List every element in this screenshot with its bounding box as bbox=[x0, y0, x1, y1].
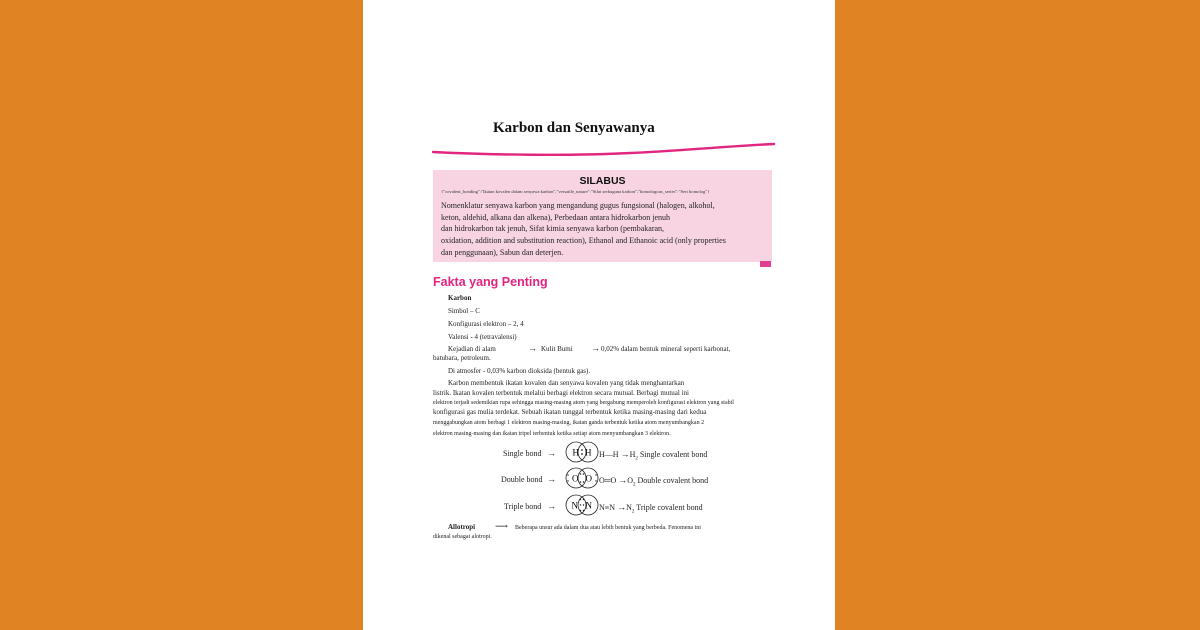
arrow-icon: → bbox=[547, 474, 556, 484]
paragraph-line: elektron masing-masing dan ikatan tripel terbentuk ketika setiap atom menyumbangkan 3 elektron. bbox=[433, 431, 671, 437]
formula-text: N≡N bbox=[599, 503, 616, 512]
syllabus-line: Nomenklatur senyawa karbon yang mengandung gugus fungsional (halogen, alkohol, bbox=[441, 201, 715, 210]
double-bond-formula bbox=[599, 475, 708, 488]
paragraph-line: elektron terjadi sedemikian rupa sehingga masing-masing atom yang bergabung memperoleh konfigurasi elektron yang stabil bbox=[433, 400, 734, 406]
syllabus-text bbox=[441, 200, 761, 259]
syllabus-line: dan penggunaan), Sabun dan deterjen. bbox=[441, 247, 564, 257]
syllabus-heading: SILABUS bbox=[579, 175, 626, 187]
pink-marker bbox=[760, 261, 771, 267]
atom-symbol: H bbox=[585, 447, 592, 458]
arrow-icon: → bbox=[617, 502, 627, 512]
syllabus-line: oxidation, addition and substitution reaction), Ethanol and Ethanoic acid (only properties bbox=[441, 236, 726, 246]
syllabus-line: keton, aldehid, alkana dan alkena), Perbedaan antara hidrokarbon jenuh bbox=[441, 212, 671, 222]
valensi-line: Valensi - 4 (tetravalensi) bbox=[448, 333, 517, 341]
mineral-text: 0,02% dalam bentuk mineral seperti karbonat, bbox=[601, 345, 731, 353]
arrow-icon: → bbox=[591, 343, 600, 353]
single-bond-label: Single bond bbox=[503, 449, 542, 458]
paragraph-line: Karbon membentuk ikatan kovalen dan senyawa kovalen yang tidak menghantarkan bbox=[448, 379, 685, 387]
triple-bond-label: Triple bond bbox=[504, 502, 542, 511]
arrow-icon: → bbox=[618, 475, 628, 485]
allotropi-label: Allotropi bbox=[448, 523, 476, 531]
arrow-icon: → bbox=[547, 501, 556, 511]
triple-bond-diagram bbox=[562, 493, 602, 517]
product-subscript: 2 bbox=[633, 482, 636, 488]
product-symbol: O bbox=[627, 476, 634, 485]
atom-symbol: N bbox=[571, 500, 578, 511]
bond-description: Triple covalent bond bbox=[636, 503, 703, 512]
product-subscript: 2 bbox=[631, 509, 635, 515]
konfigurasi-line: Konfigurasi elektron – 2, 4 bbox=[448, 320, 524, 328]
paragraph-line: menggabungkan atom berbagi 1 elektron masing-masing, ikatan ganda terbentuk ketika atom menyumbangkan 2 bbox=[433, 420, 705, 426]
paragraph-line: konfigurasi gas mulia terdekat. Sebuah ikatan tunggal terbentuk ketika masing-masing dari kedua bbox=[433, 408, 707, 416]
single-bond-formula bbox=[599, 449, 707, 462]
atom-symbol: O bbox=[585, 473, 592, 484]
batubara-text: batubara, petroleum. bbox=[433, 354, 491, 362]
simbol-line: Simbol – C bbox=[448, 307, 480, 315]
document-page bbox=[363, 0, 835, 630]
triple-bond-formula bbox=[599, 502, 703, 515]
bond-description: Double covalent bond bbox=[637, 476, 709, 485]
double-bond-diagram bbox=[562, 466, 602, 490]
bond-description: Single covalent bond bbox=[639, 450, 708, 459]
atmosfer-line: Di atmosfer - 0,03% karbon dioksida (bentuk gas). bbox=[448, 367, 591, 375]
product-symbol: N bbox=[626, 503, 632, 512]
syllabus-json-line: {"covalent_bonding":"Ikatan kovalen dalam senyawa karbon","versatile_nature":"Sifat serbaguna karbon","homologous_series":"Seri homolog"} bbox=[441, 189, 710, 194]
arrow-icon: → bbox=[620, 449, 630, 459]
kulit-bumi-label: Kulit Bumi bbox=[541, 345, 573, 353]
section-heading: Fakta yang Penting bbox=[433, 275, 548, 289]
syllabus-box bbox=[433, 170, 772, 262]
allotropi-text-2: dikenal sebagai alotropi. bbox=[433, 534, 492, 540]
kejadian-label: Kejadian di alam bbox=[448, 345, 496, 353]
product-subscript: 2 bbox=[635, 456, 638, 462]
atom-symbol: N bbox=[585, 500, 592, 511]
allotropi-text: Beberapa unsur ada dalam dua atau lebih bentuk yang berbeda. Fenomena ini bbox=[515, 525, 701, 531]
formula-text: O═O bbox=[599, 476, 617, 485]
double-bond-label: Double bond bbox=[501, 475, 543, 484]
title-underline-swash bbox=[431, 140, 776, 158]
formula-text: H—H bbox=[599, 450, 619, 459]
long-arrow-icon: ⟶ bbox=[495, 521, 508, 531]
arrow-icon: → bbox=[528, 343, 537, 353]
arrow-icon: → bbox=[547, 448, 556, 458]
product-symbol: H bbox=[629, 450, 636, 459]
syllabus-line: dan hidrokarbon tak jenuh, Sifat kimia senyawa karbon (pembakaran, bbox=[441, 224, 665, 234]
single-bond-diagram bbox=[562, 440, 602, 464]
paragraph-line: listrik. Ikatan kovalen terbentuk melalui berbagi elektron secara mutual. Berbagi mutual ini bbox=[433, 389, 689, 397]
karbon-heading: Karbon bbox=[448, 294, 472, 302]
atom-symbol: O bbox=[572, 473, 579, 484]
atom-symbol: H bbox=[572, 447, 579, 458]
chapter-title: Karbon dan Senyawanya bbox=[493, 120, 655, 136]
